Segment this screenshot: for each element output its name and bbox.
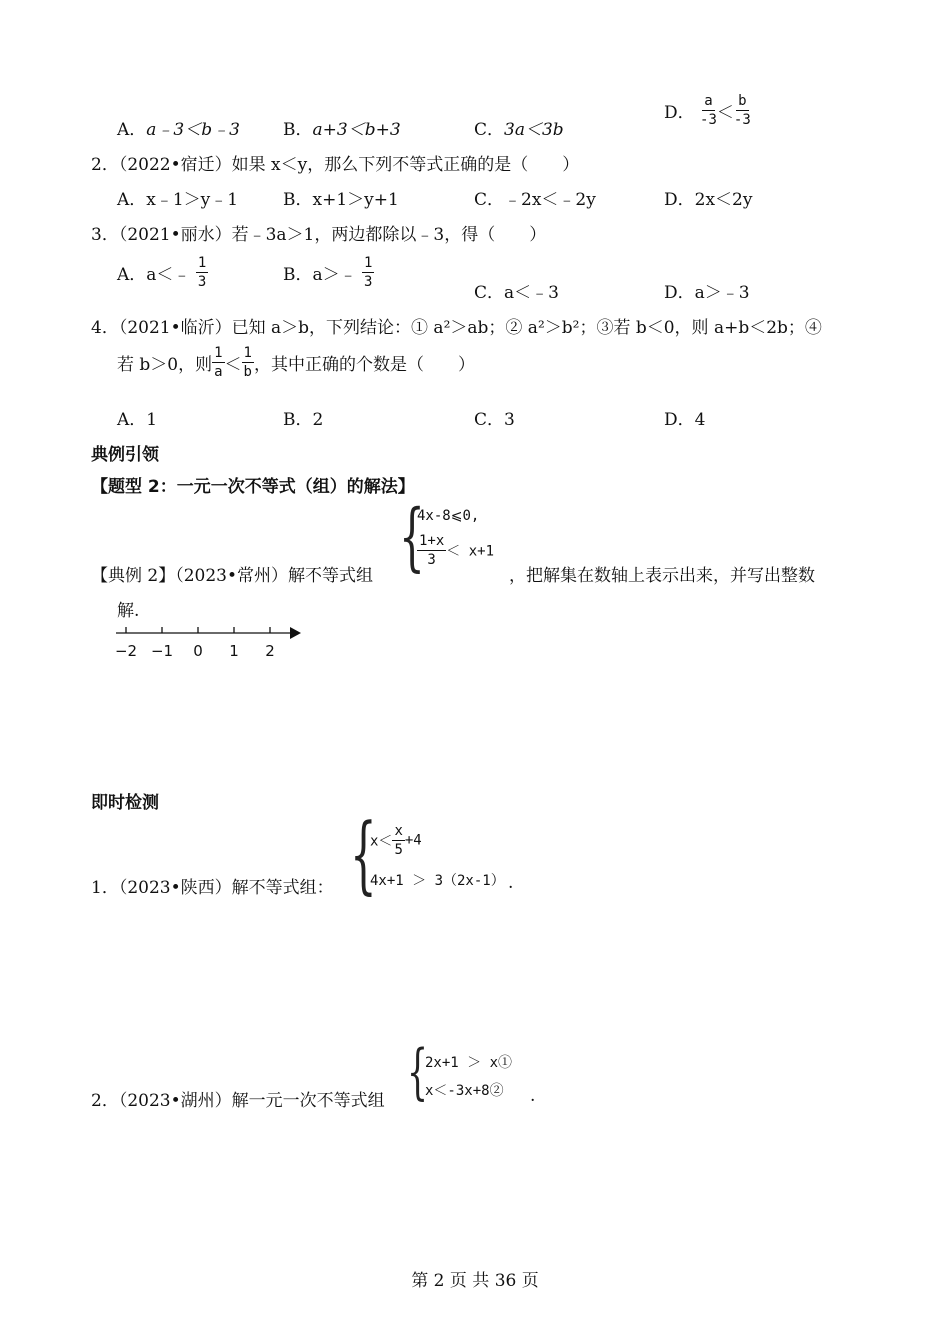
example2-prefix: 【典例 2】（2023•常州）解不等式组 — [91, 566, 374, 586]
number-line-tick-label: 1 — [229, 642, 239, 660]
q3-option-a: A．a＜﹣ $\frac{1}{3}$ — [117, 255, 207, 290]
t1-end: . — [508, 873, 514, 893]
fraction-one-third: $\frac{1}{3}$ — [197, 255, 207, 290]
example2-inequality-1: 4x-8⩽0, — [417, 508, 480, 524]
brace-left: { — [407, 1037, 429, 1107]
fraction-a-over-neg3: $\frac{a}{-3}$ — [700, 93, 717, 128]
brace-left: { — [350, 805, 377, 903]
q3-option-d: D．a＞﹣3 — [664, 283, 750, 303]
t1-inequality-2: 4x+1 ＞ 3（2x-1） — [370, 873, 505, 889]
q4-option-c: C．3 — [474, 410, 515, 430]
number-line-tick-label: 2 — [265, 642, 275, 660]
t2-end: . — [530, 1086, 536, 1106]
q1-option-c: C．3a＜3b — [474, 120, 564, 140]
q1-option-a: A．a﹣3＜b﹣3 — [117, 120, 240, 140]
example2-continuation: 解. — [117, 601, 140, 621]
page-footer: 第 2 页 共 36 页 — [411, 1271, 539, 1291]
q3-stem: 3．（2021•丽水）若﹣3a＞1，两边都除以﹣3，得（ ） — [91, 225, 547, 245]
fraction-1-over-a: $\frac{1}{a}$ — [214, 345, 223, 380]
q2-option-b: B．x+1＞y+1 — [283, 190, 399, 210]
number-line-tick-label: −2 — [114, 642, 138, 660]
q1-option-d: D． $\frac{a}{-3}$ ＜ $\frac{b}{-3}$ — [664, 93, 751, 128]
q2-stem: 2．（2022•宿迁）如果 x＜y，那么下列不等式正确的是（ ） — [91, 155, 580, 175]
fraction-1plusx-over-3: $\frac{1+x}{3}$ — [419, 533, 445, 568]
q2-option-d: D．2x＜2y — [664, 190, 753, 210]
q2-option-c: C．﹣2x＜﹣2y — [474, 190, 596, 210]
fraction-one-third: $\frac{1}{3}$ — [364, 255, 373, 290]
number-line-tick-label: −1 — [150, 642, 174, 660]
fraction-b-over-neg3: $\frac{b}{-3}$ — [733, 93, 751, 128]
q1-option-b: B．a+3＜b+3 — [283, 120, 401, 140]
brace-left: { — [399, 494, 425, 580]
q2-option-a: A．x﹣1＞y﹣1 — [117, 190, 239, 210]
t1-prefix: 1．（2023•陕西）解不等式组： — [91, 878, 334, 898]
q3-option-c: C．a＜﹣3 — [474, 283, 559, 303]
fraction-x-over-5: $\frac{x}{5}$ — [394, 823, 403, 858]
q3-option-b: B．a＞﹣ $\frac{1}{3}$ — [283, 255, 373, 290]
t2-inequality-2: x＜-3x+8② — [425, 1083, 504, 1099]
number-line-arrow — [290, 627, 301, 639]
t1-inequality-1: x＜ $\frac{x}{5}$ +4 — [370, 823, 422, 858]
q4-option-d: D．4 — [664, 410, 706, 430]
example2-inequality-2: $\frac{1+x}{3}$ ＜ x+1 — [419, 533, 495, 568]
t2-inequality-1: 2x+1 ＞ x① — [425, 1055, 513, 1071]
fraction-1-over-b: $\frac{1}{b}$ — [243, 345, 252, 380]
example2-suffix: ，把解集在数轴上表示出来，并写出整数 — [509, 566, 815, 586]
q4-line2: 若 b＞0，则 $\frac{1}{a}$ ＜ $\frac{1}{b}$ ，其中正确的个数是（ ） — [117, 345, 475, 380]
q4-option-b: B．2 — [283, 410, 324, 430]
type2-heading: 【题型 2：一元一次不等式（组）的解法】 — [91, 477, 415, 497]
q4-stem: 4．（2021•临沂）已知 a＞b，下列结论：① a²＞ab；② a²＞b²；③若 b＜0，则 a+b＜2b；④ — [91, 318, 822, 338]
number-line-tick-label: 0 — [193, 642, 203, 660]
section-heading-examples: 典例引领 — [91, 445, 159, 465]
q4-option-a: A．1 — [117, 410, 158, 430]
t2-prefix: 2．（2023•湖州）解一元一次不等式组 — [91, 1091, 385, 1111]
section-heading-quick-check: 即时检测 — [91, 793, 159, 813]
